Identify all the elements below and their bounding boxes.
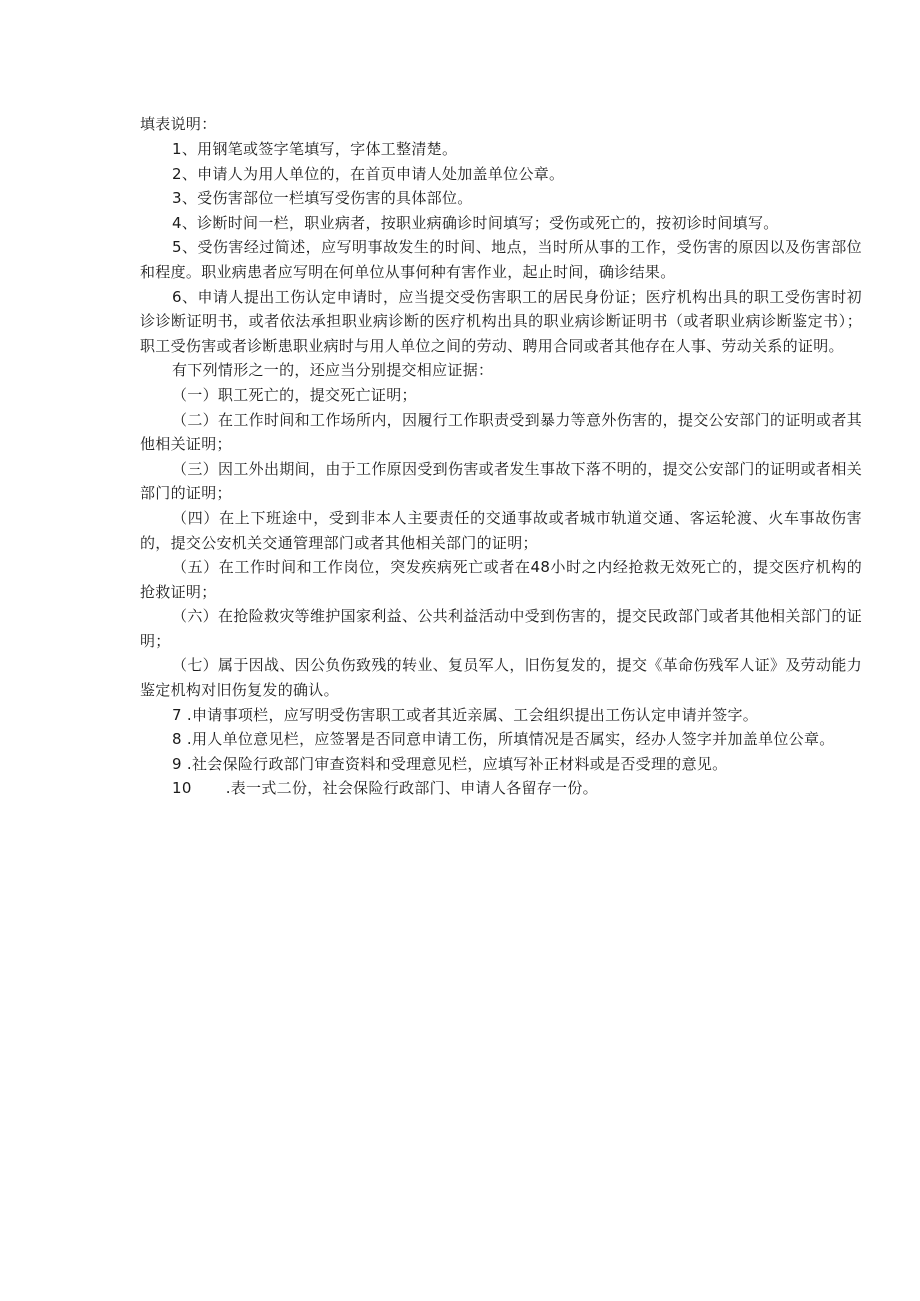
evidence-item-4: （四）在上下班途中，受到非本人主要责任的交通事故或者城市轨道交通、客运轮渡、火车事故伤害的，提交公安机关交通管理部门或者其他相关部门的证明； xyxy=(140,508,862,552)
instructions-heading: 填表说明： xyxy=(140,115,217,133)
evidence-item-6: （六）在抢险救灾等维护国家利益、公共利益活动中受到伤害的，提交民政部门或者其他相关部门的证明； xyxy=(140,607,862,650)
evidence-intro: 有下列情形之一的，还应当分别提交相应证据： xyxy=(172,361,494,380)
instruction-8: 8 .用人单位意见栏，应签署是否同意申请工伤，所填情况是否属实，经办人签字并加盖单位公章。 xyxy=(172,730,835,749)
instruction-4: 4、诊断时间一栏，职业病者，按职业病确诊时间填写；受伤或死亡的，按初诊时间填写。 xyxy=(172,213,779,232)
evidence-item-3: （三）因工外出期间，由于工作原因受到伤害或者发生事故下落不明的，提交公安部门的证明或者相关部门的证明； xyxy=(140,459,862,503)
evidence-item-1: （一）职工死亡的，提交死亡证明； xyxy=(172,385,417,404)
instruction-10-text: .表一式二份，社会保险行政部门、申请人各留存一份。 xyxy=(225,779,598,798)
evidence-item-2: （二）在工作时间和工作场所内，因履行工作职责受到暴力等意外伤害的，提交公安部门的证明或者其他相关证明； xyxy=(140,410,862,454)
instruction-1: 1、用钢笔或签字笔填写，字体工整清楚。 xyxy=(172,140,458,158)
instruction-5: 5、受伤害经过简述，应写明事故发生的时间、地点，当时所从事的工作，受伤害的原因以及伤害部位和程度。职业病患者应写明在何单位从事何种有害作业，起止时间，确诊结果。 xyxy=(140,238,862,281)
instruction-3: 3、受伤害部位一栏填写受伤害的具体部位。 xyxy=(172,189,473,208)
instructions-page xyxy=(140,112,862,801)
instruction-6: 6、申请人提出工伤认定申请时，应当提交受伤害职工的居民身份证；医疗机构出具的职工受伤害时初诊诊断证明书，或者依法承担职业病诊断的医疗机构出具的职业病诊断证明书（或者职业病诊断鉴定书）；职工受伤害或者诊断患职业病时与用人单位之间的劳动、聘用合同或者其他存在人事、劳动关系的证明。 xyxy=(140,287,862,355)
instruction-10 xyxy=(140,776,862,801)
evidence-item-7: （七）属于因战、因公负伤致残的转业、复员军人，旧伤复发的，提交《革命伤残军人证》及劳动能力鉴定机构对旧伤复发的确认。 xyxy=(140,656,862,700)
instruction-9: 9 .社会保险行政部门审查资料和受理意见栏，应填写补正材料或是否受理的意见。 xyxy=(172,754,728,773)
instruction-2: 2、申请人为用人单位的，在首页申请人处加盖单位公章。 xyxy=(172,164,565,183)
instruction-7: 7 .申请事项栏，应写明受伤害职工或者其近亲属、工会组织提出工伤认定申请并签字。 xyxy=(172,705,759,724)
evidence-item-5: （五）在工作时间和工作岗位，突发疾病死亡或者在48小时之内经抢救无效死亡的，提交医疗机构的抢救证明； xyxy=(140,558,862,601)
instruction-10-number: 10 xyxy=(172,779,192,798)
